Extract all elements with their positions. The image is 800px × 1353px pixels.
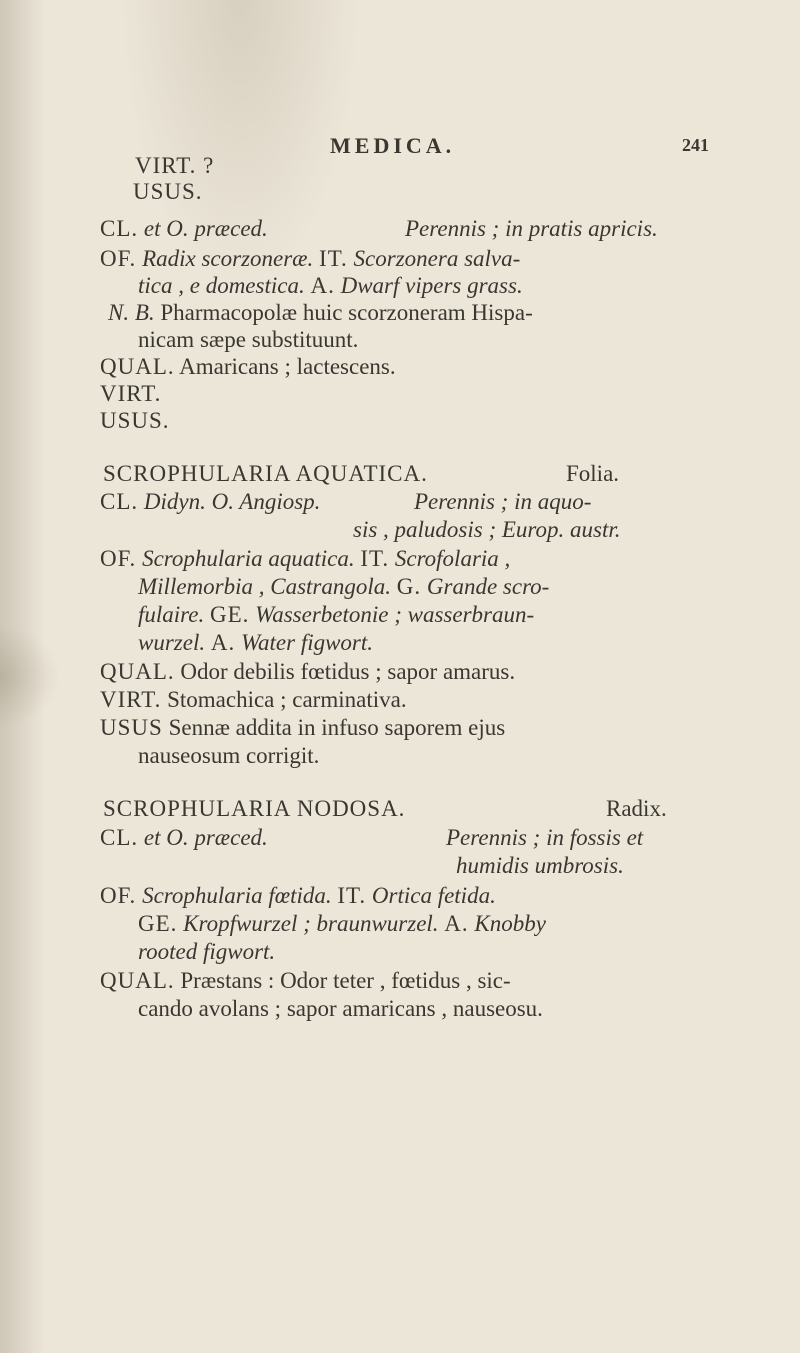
entry1-nb-text: Pharmacopolæ huic scorzoneram Hispa- xyxy=(160,300,533,325)
entry3-ge-line xyxy=(138,910,546,938)
entry2-cl-text: Didyn. O. Angiosp. xyxy=(143,489,321,514)
entry3-it-label: IT. xyxy=(337,883,367,908)
entry2-virt-line xyxy=(100,686,407,714)
entry2-a-text: Water figwort. xyxy=(240,630,374,655)
top-usus-line xyxy=(133,178,203,206)
page-edge-shadow xyxy=(0,0,45,1353)
entry3-of-line xyxy=(100,882,496,910)
entry1-qual-label: QUAL. xyxy=(100,354,175,379)
entry1-of-line xyxy=(100,245,520,273)
entry2-heading-right: Folia. xyxy=(566,461,620,486)
entry3-cl-label: CL. xyxy=(100,825,139,850)
entry2-it-text: Scrofolaria , xyxy=(394,546,511,571)
entry3-cl-line xyxy=(100,824,268,852)
entry3-qual-cont: cando avolans ; sapor amaricans , nauseosu. xyxy=(138,996,543,1021)
entry2-qual-text: Odor debilis fœtidus ; sapor amarus. xyxy=(180,659,516,684)
entry2-virt-text: Stomachica ; carminativa. xyxy=(167,687,407,712)
entry1-line3-text: tica , e domestica. xyxy=(138,273,305,298)
entry3-a-label: A. xyxy=(444,911,469,936)
entry1-usus: USUS. xyxy=(100,408,170,433)
entry3-qual-line xyxy=(100,967,511,995)
entry1-qual-line xyxy=(100,353,396,381)
entry3-cl-text: et O. præced. xyxy=(143,825,268,850)
entry3-qual-text: Præstans : Odor teter , fœtidus , sic- xyxy=(180,968,511,993)
entry1-of-label: OF. xyxy=(100,246,137,271)
entry1-it-label: IT. xyxy=(319,246,348,271)
entry3-ge-label: GE. xyxy=(138,911,178,936)
entry1-cl-line xyxy=(100,215,268,243)
entry1-a-text: Dwarf vipers grass. xyxy=(340,273,523,298)
entry3-a-cont: rooted figwort. xyxy=(138,939,276,964)
entry1-a-label: A. xyxy=(310,273,335,298)
entry1-virt: VIRT. xyxy=(100,381,162,406)
entry2-qual-line xyxy=(100,658,515,686)
entry2-cl-label: CL. xyxy=(100,489,139,514)
entry1-cl-text: et O. præced. xyxy=(143,216,268,241)
entry3-qual-label: QUAL. xyxy=(100,968,175,993)
entry2-cl-line xyxy=(100,488,320,516)
entry1-of-text: Radix scorzoneræ. xyxy=(142,246,314,271)
entry2-qual-label: QUAL. xyxy=(100,659,175,684)
entry2-cl-cont: sis , paludosis ; Europ. austr. xyxy=(353,517,621,542)
entry2-line5-text: wurzel. xyxy=(138,630,206,655)
entry2-virt-label: VIRT. xyxy=(100,687,162,712)
page-number: 241 xyxy=(682,135,709,155)
entry2-of-text: Scrophularia aquatica. xyxy=(142,546,355,571)
entry2-line5 xyxy=(138,629,373,657)
entry3-of-text: Scrophularia fœtida. xyxy=(142,883,332,908)
top-virt-label: VIRT. ? xyxy=(135,153,215,178)
entry2-usus-cont: nauseosum corrigit. xyxy=(138,743,320,768)
entry2-usus-line xyxy=(100,714,505,742)
entry1-nb-cont: nicam sæpe substituunt. xyxy=(138,327,359,352)
entry2-ge-label: GE. xyxy=(209,602,250,627)
entry2-g-text: Grande scro- xyxy=(426,574,550,599)
entry1-nb-line xyxy=(108,299,533,327)
entry1-line3 xyxy=(138,272,523,300)
entry2-line3-text: Millemorbia , Castrangola. xyxy=(138,574,392,599)
entry2-line3 xyxy=(138,573,549,601)
entry3-heading: SCROPHULARIA NODOSA. xyxy=(103,796,406,821)
entry2-it-label: IT. xyxy=(360,546,390,571)
entry1-nb-label: N. B. xyxy=(108,300,155,325)
entry2-g-label: G. xyxy=(396,574,422,599)
entry1-qual-text: Amaricans ; lactescens. xyxy=(179,354,396,379)
entry2-ge-text: Wasserbetonie ; wasserbraun- xyxy=(255,602,535,627)
top-virt-line xyxy=(135,152,214,180)
entry2-usus-label: USUS xyxy=(100,715,163,740)
entry3-cl-cont: humidis umbrosis. xyxy=(456,853,624,878)
page-header xyxy=(0,133,800,163)
entry2-a-label: A. xyxy=(210,630,236,655)
entry2-line4 xyxy=(138,601,534,629)
entry2-usus-text: Sennæ addita in infuso saporem ejus xyxy=(168,715,506,740)
entry3-heading-right: Radix. xyxy=(606,796,667,821)
entry1-cl-right: Perennis ; in pratis apricis. xyxy=(405,216,658,241)
entry3-cl-right: Perennis ; in fossis et xyxy=(446,825,644,850)
entry2-line4-text: fulaire. xyxy=(138,602,205,627)
entry2-cl-right: Perennis ; in aquo- xyxy=(414,489,592,514)
entry1-it-text: Scorzonera salva- xyxy=(353,246,521,271)
entry2-of-line xyxy=(100,545,510,573)
entry3-ge-text: Kropfwurzel ; braunwurzel. xyxy=(183,911,439,936)
entry1-cl-label: CL. xyxy=(100,216,139,241)
entry3-of-label: OF. xyxy=(100,883,137,908)
entry3-a-text: Knobby xyxy=(474,911,546,936)
entry2-of-label: OF. xyxy=(100,546,137,571)
top-usus-label: USUS. xyxy=(133,179,203,204)
entry2-heading: SCROPHULARIA AQUATICA. xyxy=(103,461,428,486)
running-title: MEDICA. xyxy=(330,133,456,158)
entry3-it-text: Ortica fetida. xyxy=(371,883,496,908)
